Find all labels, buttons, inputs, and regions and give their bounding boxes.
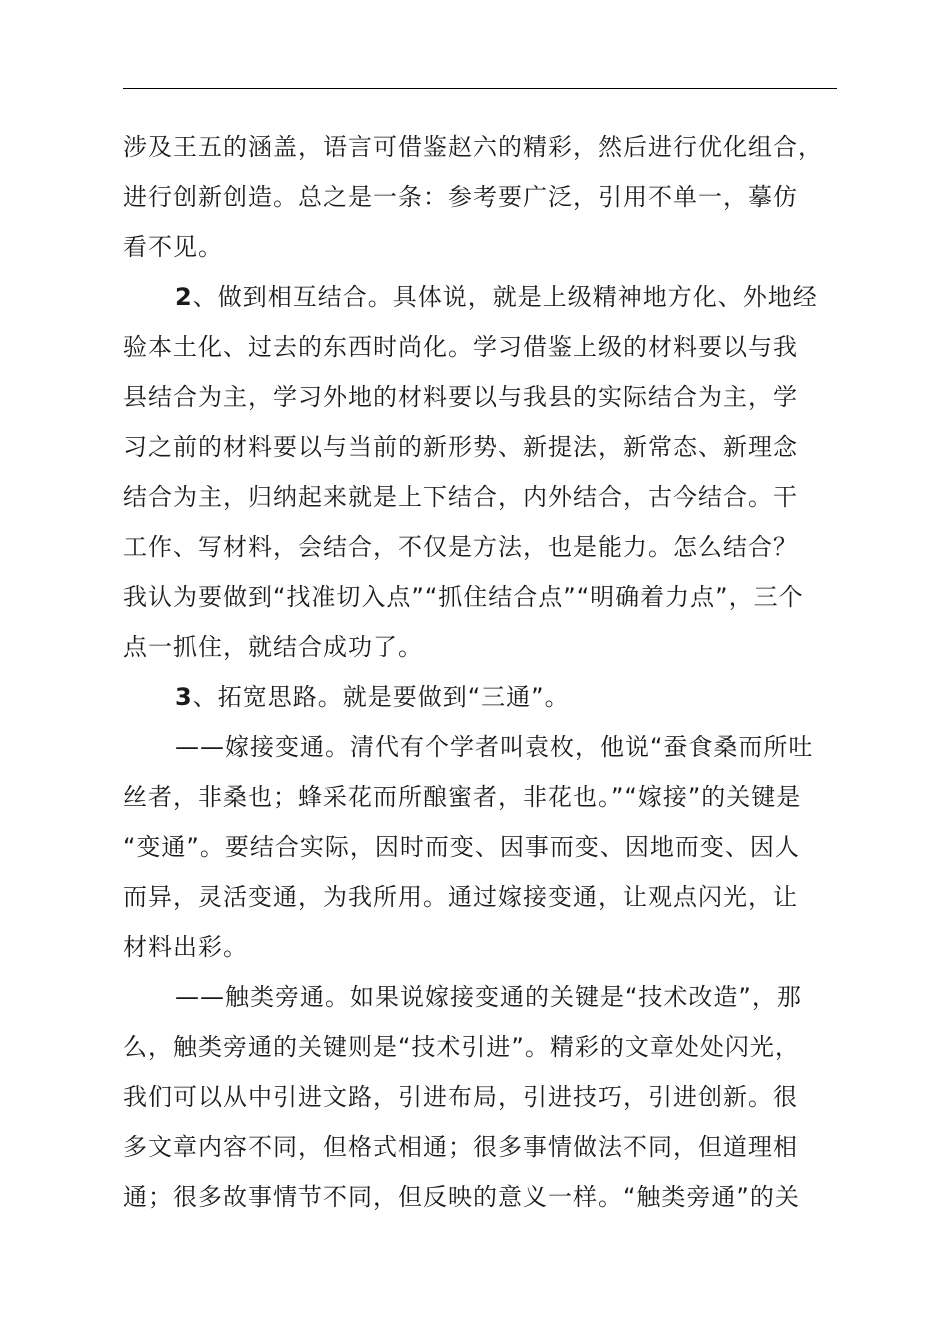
text-line: 而异，灵活变通，为我所用。通过嫁接变通，让观点闪光，让 xyxy=(123,883,798,911)
text-line: 结合为主，归纳起来就是上下结合，内外结合，古今结合。干 xyxy=(123,483,798,511)
text-line: 点一抓住，就结合成功了。 xyxy=(123,633,423,661)
text-line: 么，触类旁通的关键则是“技术引进”。精彩的文章处处闪光， xyxy=(123,1033,800,1061)
text-line: 进行创新创造。总之是一条：参考要广泛，引用不单一，摹仿 xyxy=(123,183,798,211)
text-line: 材料出彩。 xyxy=(123,933,248,961)
text-line: 丝者，非桑也；蜂采花而所酿蜜者，非花也。”“嫁接”的关键是 xyxy=(123,783,802,811)
text-line: 通；很多故事情节不同，但反映的意义一样。“触类旁通”的关 xyxy=(123,1183,800,1211)
text-line: 多文章内容不同，但格式相通；很多事情做法不同，但道理相 xyxy=(123,1133,798,1161)
paragraph-start-line: ——触类旁通。如果说嫁接变通的关键是“技术改造”，那 xyxy=(175,983,802,1011)
text-line: 我认为要做到“找准切入点”“抓住结合点”“明确着力点”，三个 xyxy=(123,583,804,611)
text-line: 看不见。 xyxy=(123,233,223,261)
text-line: 验本土化、过去的东西时尚化。学习借鉴上级的材料要以与我 xyxy=(123,333,798,361)
section-heading-line: 3、拓宽思路。就是要做到“三通”。 xyxy=(175,683,570,711)
text-line: 习之前的材料要以与当前的新形势、新提法，新常态、新理念 xyxy=(123,433,798,461)
text-line: 工作、写材料，会结合，不仅是方法，也是能力。怎么结合？ xyxy=(123,533,798,561)
text-line: “变通”。要结合实际，因时而变、因事而变、因地而变、因人 xyxy=(123,833,800,861)
text-line: 涉及王五的涵盖，语言可借鉴赵六的精彩，然后进行优化组合， xyxy=(123,133,823,161)
section-number: 2 xyxy=(175,283,193,311)
text-line: 县结合为主，学习外地的材料要以与我县的实际结合为主，学 xyxy=(123,383,798,411)
paragraph-start-line: ——嫁接变通。清代有个学者叫袁枚，他说“蚕食桑而所吐 xyxy=(175,733,814,761)
header-rule xyxy=(123,88,837,89)
text-line: 我们可以从中引进文路，引进布局，引进技巧，引进创新。很 xyxy=(123,1083,798,1111)
section-number: 3 xyxy=(175,683,193,711)
section-heading-line: 2、做到相互结合。具体说，就是上级精神地方化、外地经 xyxy=(175,283,818,311)
